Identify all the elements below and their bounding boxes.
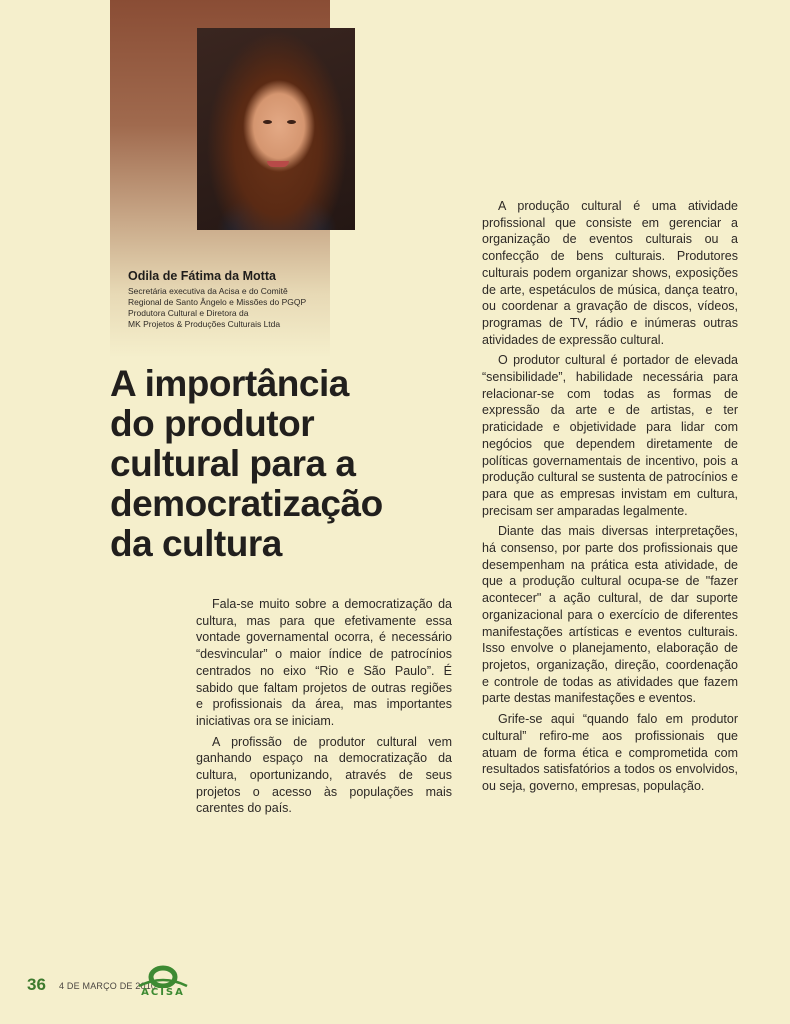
- author-role: [128, 286, 328, 330]
- issue-date: 4 DE MARÇO DE 2010: [59, 981, 157, 991]
- author-role-line: Regional de Santo Ângelo e Missões do PGQP: [128, 297, 307, 307]
- author-name: Odila de Fátima da Motta: [128, 269, 276, 283]
- headline-line: cultural para a: [110, 443, 356, 484]
- article-headline: [110, 364, 440, 564]
- author-role-line: Produtora Cultural e Diretora da: [128, 308, 249, 318]
- body-column-left: [196, 596, 452, 821]
- body-paragraph: A profissão de produtor cultural vem ganhando espaço na democratização da cultura, oportunizando, através de seus projetos o acesso às populações mais carentes do país.: [196, 734, 452, 816]
- author-photo-eye: [287, 120, 296, 124]
- author-photo-mouth: [267, 161, 289, 167]
- headline-line: A importância: [110, 363, 349, 404]
- author-photo: [197, 28, 355, 230]
- headline-line: democratização: [110, 483, 383, 524]
- acisa-logo-text: ACISA: [141, 987, 185, 998]
- headline-line: da cultura: [110, 523, 282, 564]
- body-paragraph: O produtor cultural é portador de elevada “sensibilidade”, habilidade necessária para relacionar-se com todas as formas de expressão da arte e de artistas, e ter praticidade e objetividade para lidar com negócios que dependem diretamente de políticas governamentais de incentivo, pois a produção cultural se sustenta de patrocínios e para que as empresas invistam em cultura, precisam ser amparadas legalmente.: [482, 353, 738, 518]
- body-column-right: [482, 198, 738, 799]
- body-paragraph: Grife-se aqui “quando falo em produtor cultural” refiro-me aos profissionais que atuam de forma ética e comprometida com resultados satisfatórios a todos os envolvidos, ou seja, governo, empresas, população.: [482, 712, 738, 793]
- acisa-logo: [137, 962, 189, 998]
- author-role-line: MK Projetos & Produções Culturais Ltda: [128, 319, 281, 329]
- author-photo-eye: [263, 120, 272, 124]
- author-role-line: Secretária executiva da Acisa e do Comitê: [128, 286, 288, 296]
- page-number: 36: [27, 975, 46, 994]
- body-paragraph: Diante das mais diversas interpretações, há consenso, por parte dos profissionais que desempenham na prática esta atividade, de que a produção cultural ocupa-se de "fazer acontecer" a ação cultural, de dar suporte organizacional para o exercício de diferentes manifestações artísticas e eventos culturais. Isso envolve o planejamento, elaboração de projetos, organização, direção, coordenação e controle de todas as atividades que fazem parte destas manifestações e eventos.: [482, 524, 738, 706]
- acisa-logo-icon: [137, 962, 189, 988]
- body-paragraph: A produção cultural é uma atividade profissional que consiste em gerenciar a organização de eventos culturais ou a confecção de bens culturais. Produtores culturais podem organizar shows, exposições de arte, espetáculos de música, dança teatro, ou coordenar a gravação de discos, vídeos, programas de TV, rádio e inúmeras outras atividades de expressão cultural.: [482, 199, 738, 347]
- headline-line: do produtor: [110, 403, 315, 444]
- body-paragraph: Fala-se muito sobre a democratização da cultura, mas para que efetivamente essa vontade governamental ocorra, é necessário “desvincular” o maior índice de patrocínios centrados no eixo “Rio e São Paulo”. É sabido que faltam projetos de outras regiões e profissionais da área, mas importantes iniciativas ora se iniciam.: [196, 597, 452, 728]
